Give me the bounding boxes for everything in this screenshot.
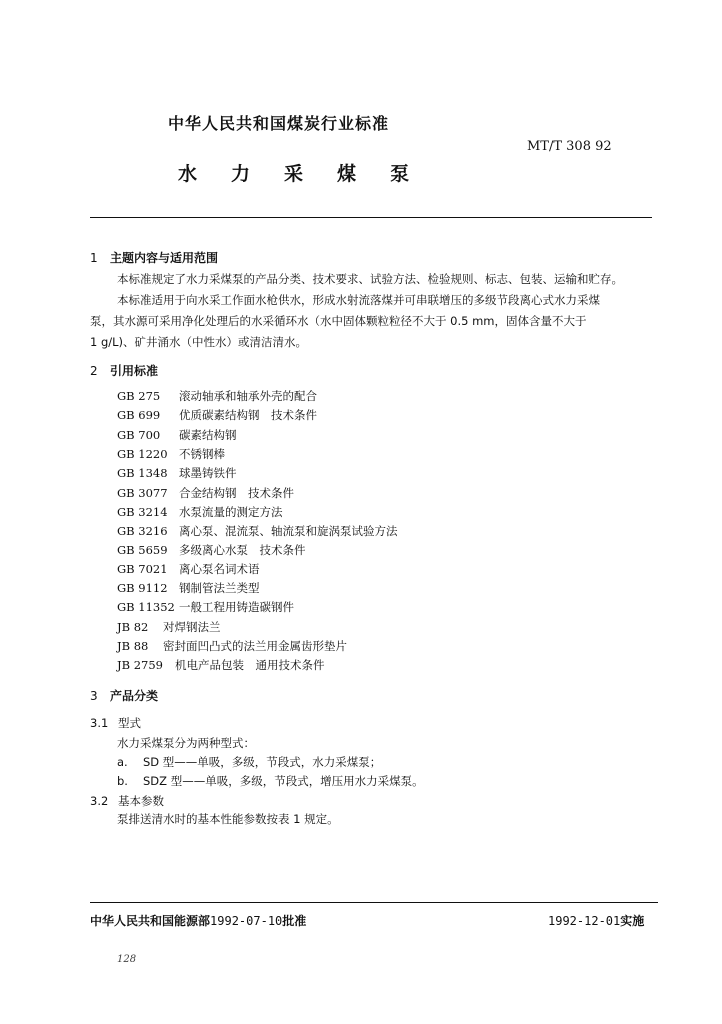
section-title: 引用标准 [110, 364, 159, 378]
implementation-date: 1992-12-01 [548, 914, 621, 928]
title-char: 力 [231, 163, 251, 185]
approval-label: 批准 [282, 914, 307, 928]
approval-line [90, 912, 306, 929]
reference-code: GB 3216 [117, 524, 168, 538]
subsection-title: 基本参数 [118, 794, 164, 808]
reference-item [117, 580, 260, 596]
reference-title: 多级离心水泵 技术条件 [179, 543, 306, 557]
reference-item [117, 638, 347, 654]
list-text: SD 型——单吸，多级，节段式，水力采煤泵； [143, 755, 382, 769]
section-2-heading [90, 362, 158, 379]
section-1-heading [90, 249, 218, 266]
standard-org: 中华人民共和国煤炭行业标准 [168, 114, 390, 133]
reference-code: GB 9112 [117, 581, 168, 595]
section-title: 主题内容与适用范围 [110, 251, 219, 265]
reference-title: 密封面凹凸式的法兰用金属齿形垫片 [163, 639, 347, 653]
reference-title: 机电产品包装 通用技术条件 [175, 658, 325, 672]
list-item [117, 773, 424, 789]
section-1-paragraph-2-line-2: 泵，其水源可采用净化处理后的水采循环水（水中固体颗粒粒径不大于 0.5 mm，固体含量不大于 [90, 314, 587, 328]
list-text: SDZ 型——单吸，多级，节段式，增压用水力采煤泵。 [143, 774, 424, 788]
reference-title: 不锈钢棒 [179, 447, 225, 461]
reference-title: 离心泵、混流泵、轴流泵和旋涡泵试验方法 [179, 524, 398, 538]
subsection-title: 型式 [118, 716, 141, 730]
section-1-paragraph-2-line-3: 1 g/L)、矿井涌水（中性水）或清洁清水。 [90, 335, 308, 349]
section-3-heading [90, 687, 158, 704]
document-title [178, 159, 409, 186]
reference-item [117, 504, 283, 520]
subsection-number: 3.1 [90, 716, 109, 730]
reference-title: 对焊钢法兰 [163, 620, 221, 634]
reference-item [117, 599, 294, 615]
reference-item [117, 407, 317, 423]
section-title: 产品分类 [110, 689, 159, 703]
implementation-label: 实施 [620, 914, 645, 928]
section-1-paragraph-1: 本标准规定了水力采煤泵的产品分类、技术要求、试验方法、检验规则、标志、包装、运输和贮存。 [117, 272, 623, 286]
page-number: 128 [117, 954, 137, 965]
reference-title: 球墨铸铁件 [179, 466, 237, 480]
reference-item [117, 465, 237, 481]
reference-code: JB 2759 [117, 658, 163, 672]
subsection-3-1-intro: 水力采煤泵分为两种型式： [117, 736, 255, 750]
list-marker: a. [117, 755, 128, 769]
subsection-3-1-heading [90, 715, 141, 731]
reference-item [117, 523, 398, 539]
reference-title: 水泵流量的测定方法 [179, 505, 283, 519]
reference-title: 合金结构钢 技术条件 [179, 486, 294, 500]
reference-item [117, 427, 237, 443]
reference-code: JB 88 [117, 639, 149, 653]
standard-code: MT/T 308 92 [527, 139, 612, 154]
reference-code: GB 699 [117, 408, 161, 422]
section-number: 2 [90, 364, 98, 378]
section-number: 3 [90, 689, 98, 703]
reference-code: GB 700 [117, 428, 161, 442]
reference-code: GB 3077 [117, 486, 168, 500]
reference-code: GB 11352 [117, 600, 175, 614]
reference-item [117, 388, 317, 404]
reference-code: GB 275 [117, 389, 161, 403]
title-char: 泵 [390, 163, 410, 185]
reference-item [117, 561, 260, 577]
subsection-3-2-heading [90, 793, 164, 809]
title-char: 煤 [337, 163, 357, 185]
reference-title: 钢制管法兰类型 [179, 581, 260, 595]
section-1-paragraph-2-line-1: 本标准适用于向水采工作面水枪供水，形成水射流落煤并可串联增压的多级节段离心式水力采煤 [117, 293, 600, 307]
reference-title: 离心泵名词术语 [179, 562, 260, 576]
header-divider [90, 217, 652, 218]
reference-code: GB 5659 [117, 543, 168, 557]
approver: 中华人民共和国能源部 [90, 914, 211, 928]
subsection-number: 3.2 [90, 794, 109, 808]
list-item [117, 754, 381, 770]
list-marker: b. [117, 774, 128, 788]
approval-date: 1992-07-10 [210, 914, 283, 928]
reference-item [117, 657, 325, 673]
reference-title: 一般工程用铸造碳钢件 [179, 600, 294, 614]
reference-item [117, 485, 294, 501]
reference-code: GB 7021 [117, 562, 168, 576]
reference-item [117, 619, 221, 635]
reference-title: 滚动轴承和轴承外壳的配合 [179, 389, 317, 403]
footer-divider [90, 902, 658, 903]
reference-code: GB 1348 [117, 466, 168, 480]
section-number: 1 [90, 251, 98, 265]
title-char: 水 [178, 163, 198, 185]
reference-code: GB 3214 [117, 505, 168, 519]
reference-code: GB 1220 [117, 447, 168, 461]
title-char: 采 [284, 163, 304, 185]
subsection-3-2-text: 泵排送清水时的基本性能参数按表 1 规定。 [117, 812, 339, 826]
reference-title: 优质碳素结构钢 技术条件 [179, 408, 317, 422]
reference-title: 碳素结构钢 [179, 428, 237, 442]
implementation-line [548, 912, 644, 929]
reference-code: JB 82 [117, 620, 149, 634]
reference-item [117, 446, 225, 462]
reference-item [117, 542, 306, 558]
